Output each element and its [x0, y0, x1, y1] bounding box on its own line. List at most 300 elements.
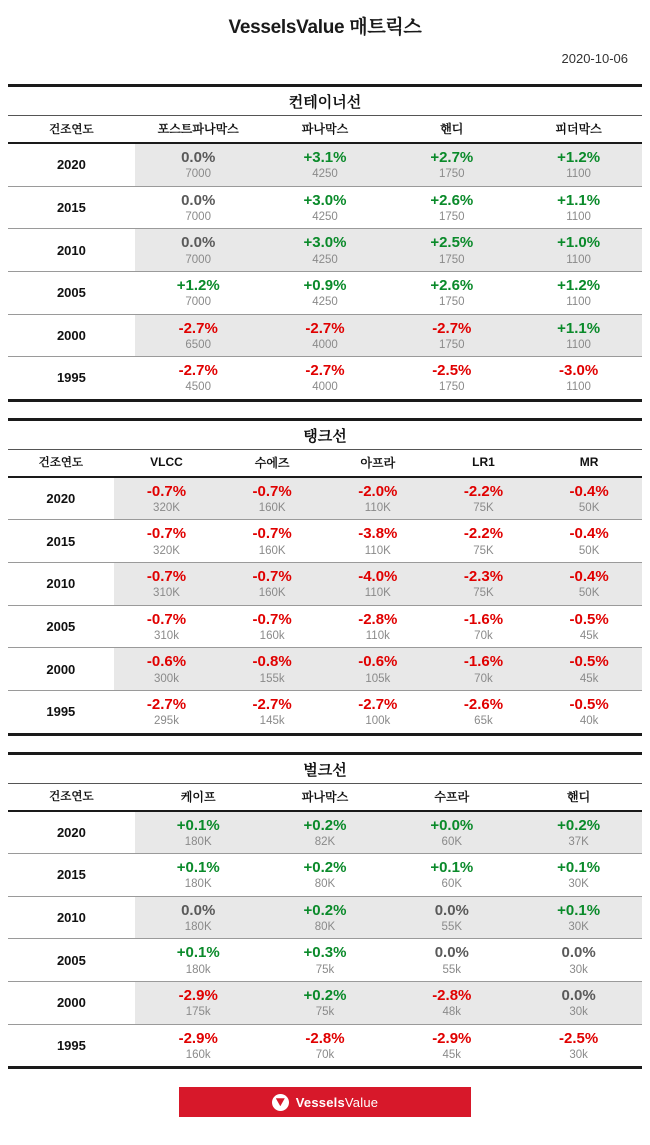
matrix-table [8, 421, 642, 733]
change-percent: +1.2% [176, 276, 220, 294]
column-header: MR [536, 449, 642, 477]
data-cell [325, 520, 431, 563]
change-percent: -0.7% [252, 568, 292, 585]
change-percent: +0.1% [176, 859, 220, 877]
logo-text-part1: Vessels [295, 1094, 345, 1110]
size-value: 320K [153, 502, 180, 514]
data-cell [135, 314, 262, 357]
size-value: 30k [569, 1048, 588, 1061]
size-value: 1750 [438, 338, 465, 351]
data-cell [388, 314, 515, 357]
data-cell [114, 520, 220, 563]
change-percent: -2.3% [463, 568, 504, 585]
size-value: 295k [154, 715, 179, 728]
change-percent: -0.7% [146, 482, 187, 500]
size-value: 75K [473, 544, 494, 557]
change-percent: -1.6% [463, 653, 504, 671]
change-percent: +1.1% [557, 319, 601, 337]
change-percent: +0.2% [303, 859, 347, 877]
data-cell [515, 811, 642, 854]
change-percent: -0.6% [146, 653, 187, 671]
data-cell [431, 648, 537, 691]
table-row [8, 357, 642, 399]
data-cell [135, 143, 262, 186]
data-cell [219, 648, 325, 691]
size-value: 7000 [185, 210, 211, 223]
data-cell [325, 690, 431, 732]
column-header: LR1 [431, 449, 537, 477]
size-value: 1100 [566, 338, 591, 351]
column-header: 핸디 [515, 783, 642, 811]
column-header: 포스트파나막스 [135, 116, 262, 144]
size-value: 1750 [438, 296, 465, 309]
data-cell [515, 854, 642, 897]
size-value: 55K [441, 921, 463, 933]
change-percent: +0.9% [303, 276, 347, 294]
data-cell [219, 563, 325, 606]
change-percent: 0.0% [181, 149, 216, 166]
row-year: 2010 [8, 229, 135, 272]
data-cell [388, 186, 515, 229]
table-row [8, 271, 642, 314]
size-value: 160K [258, 544, 286, 557]
row-year: 2010 [8, 563, 114, 606]
change-percent: -2.6% [463, 695, 504, 713]
change-percent: +0.1% [176, 816, 220, 834]
size-value: 1750 [438, 210, 465, 223]
data-cell [515, 357, 642, 399]
data-cell [135, 229, 262, 272]
change-percent: -2.8% [432, 987, 472, 1004]
change-percent: +1.2% [557, 276, 601, 294]
change-percent: -2.9% [178, 1029, 218, 1047]
data-cell [262, 811, 389, 854]
change-percent: +0.2% [303, 816, 347, 834]
size-value: 110K [364, 587, 391, 600]
row-year: 2020 [8, 811, 135, 854]
change-percent: -0.7% [146, 568, 187, 585]
table-row [8, 605, 642, 648]
change-percent: -2.7% [178, 362, 218, 380]
size-value: 310K [153, 587, 180, 600]
change-percent: -2.0% [358, 482, 398, 500]
data-cell [388, 143, 515, 186]
data-cell [114, 477, 220, 520]
size-value: 4250 [312, 210, 338, 223]
size-value: 4000 [312, 338, 338, 351]
change-percent: +1.2% [557, 149, 601, 166]
data-cell [135, 982, 262, 1025]
section-title: 벌크선 [8, 755, 642, 784]
logo-text-part2: Value [344, 1094, 379, 1110]
change-percent: -0.7% [252, 610, 292, 628]
column-header: 케이프 [135, 783, 262, 811]
change-percent: -0.7% [252, 482, 292, 500]
size-value: 80K [314, 878, 336, 891]
size-value: 105k [365, 672, 391, 685]
column-header-year: 건조연도 [8, 449, 114, 477]
size-value: 1750 [438, 381, 465, 394]
change-percent: 0.0% [181, 901, 216, 919]
data-cell [536, 690, 642, 732]
size-value: 50K [578, 544, 600, 557]
change-percent: +0.2% [303, 901, 347, 919]
size-value: 160K [258, 587, 286, 600]
data-cell [536, 605, 642, 648]
size-value: 180K [184, 921, 212, 933]
size-value: 160k [259, 629, 285, 642]
size-value: 180k [185, 963, 211, 976]
change-percent: -2.2% [463, 482, 504, 500]
data-cell [262, 1024, 389, 1066]
data-cell [114, 605, 220, 648]
size-value: 65k [474, 715, 493, 728]
column-header: 파나막스 [262, 783, 389, 811]
data-cell [135, 939, 262, 982]
data-cell [515, 314, 642, 357]
change-percent: -2.5% [559, 1029, 599, 1047]
size-value: 110K [364, 502, 391, 514]
data-cell [388, 229, 515, 272]
size-value: 48k [442, 1006, 462, 1019]
size-value: 110k [365, 629, 390, 642]
footer [0, 1087, 650, 1117]
data-cell [135, 1024, 262, 1066]
size-value: 75k [315, 963, 335, 976]
data-cell [262, 314, 389, 357]
size-value: 50K [578, 502, 600, 514]
size-value: 4250 [312, 296, 338, 309]
size-value: 6500 [185, 338, 211, 351]
data-cell [262, 271, 389, 314]
row-year: 2000 [8, 314, 135, 357]
size-value: 45k [442, 1048, 462, 1061]
size-value: 70k [474, 629, 493, 642]
size-value: 100k [365, 715, 391, 728]
size-value: 55k [442, 963, 462, 976]
data-cell [325, 563, 431, 606]
size-value: 1750 [438, 253, 465, 266]
size-value: 300k [154, 672, 179, 685]
change-percent: -0.4% [569, 525, 609, 543]
data-cell [515, 939, 642, 982]
data-cell [515, 896, 642, 939]
vesselsvalue-mark-icon [272, 1094, 289, 1111]
row-year: 1995 [8, 357, 135, 399]
change-percent: +0.2% [557, 816, 601, 834]
logo-text [296, 1095, 378, 1110]
data-cell [219, 690, 325, 732]
change-percent: -0.6% [358, 653, 398, 671]
size-value: 1100 [566, 381, 591, 394]
change-percent: +3.0% [303, 234, 347, 252]
table-row [8, 648, 642, 691]
change-percent: +0.1% [430, 859, 474, 877]
data-cell [388, 1024, 515, 1066]
change-percent: 0.0% [561, 987, 596, 1004]
vesselsvalue-logo [179, 1087, 471, 1117]
data-cell [325, 648, 431, 691]
column-header: VLCC [114, 449, 220, 477]
data-cell [219, 520, 325, 563]
table-row [8, 563, 642, 606]
row-year: 2005 [8, 939, 135, 982]
table-row [8, 896, 642, 939]
data-cell [388, 854, 515, 897]
table-row [8, 982, 642, 1025]
size-value: 180K [184, 878, 212, 891]
data-cell [515, 1024, 642, 1066]
size-value: 4000 [312, 381, 338, 394]
change-percent: -2.7% [305, 319, 345, 337]
change-percent: +1.0% [557, 234, 601, 252]
size-value: 60K [441, 835, 463, 848]
size-value: 320K [153, 544, 180, 557]
row-year: 2015 [8, 854, 135, 897]
size-value: 155k [259, 672, 285, 685]
data-cell [325, 477, 431, 520]
data-cell [388, 982, 515, 1025]
data-cell [515, 982, 642, 1025]
size-value: 60K [441, 878, 463, 891]
change-percent: 0.0% [181, 191, 216, 209]
size-value: 70k [474, 672, 493, 685]
change-percent: -2.2% [463, 525, 504, 543]
column-header: 수프라 [388, 783, 515, 811]
data-cell [262, 143, 389, 186]
size-value: 70k [315, 1048, 335, 1061]
data-cell [135, 271, 262, 314]
size-value: 4250 [312, 253, 338, 266]
data-cell [515, 229, 642, 272]
size-value: 145k [259, 715, 285, 728]
data-cell [114, 690, 220, 732]
size-value: 50K [578, 587, 600, 600]
size-value: 7000 [185, 296, 211, 309]
data-cell [262, 939, 389, 982]
data-cell [431, 563, 537, 606]
row-year: 2020 [8, 477, 114, 520]
size-value: 30k [569, 1006, 588, 1019]
size-value: 82K [314, 835, 336, 848]
size-value: 7000 [185, 253, 211, 266]
data-cell [262, 186, 389, 229]
data-cell [536, 563, 642, 606]
data-cell [114, 563, 220, 606]
change-percent: 0.0% [434, 944, 469, 962]
change-percent: -3.0% [559, 362, 599, 380]
table-row [8, 477, 642, 520]
data-cell [431, 605, 537, 648]
row-year: 2000 [8, 982, 135, 1025]
data-cell [262, 357, 389, 399]
size-value: 75k [315, 1006, 335, 1019]
data-cell [515, 186, 642, 229]
table-row [8, 520, 642, 563]
change-percent: -0.4% [569, 568, 609, 585]
size-value: 45k [579, 629, 599, 642]
data-cell [135, 811, 262, 854]
change-percent: +0.1% [557, 859, 601, 877]
data-cell [114, 648, 220, 691]
change-percent: -2.8% [358, 610, 398, 628]
column-header-year: 건조연도 [8, 783, 135, 811]
size-value: 1750 [438, 168, 465, 181]
row-year: 2015 [8, 520, 114, 563]
data-cell [515, 271, 642, 314]
matrix-table [8, 755, 642, 1067]
size-value: 4250 [312, 168, 338, 181]
size-value: 1100 [566, 210, 591, 223]
data-cell [536, 648, 642, 691]
size-value: 37K [568, 835, 589, 848]
size-value: 160K [258, 502, 286, 514]
row-year: 2015 [8, 186, 135, 229]
data-cell [388, 811, 515, 854]
change-percent: +0.1% [557, 901, 601, 919]
change-percent: -2.7% [252, 695, 292, 713]
data-cell [536, 477, 642, 520]
data-cell [262, 896, 389, 939]
column-header-year: 건조연도 [8, 116, 135, 144]
change-percent: -0.5% [569, 653, 609, 671]
sections-container [0, 84, 650, 1069]
change-percent: -2.7% [305, 362, 345, 380]
data-cell [135, 896, 262, 939]
change-percent: 0.0% [434, 901, 469, 919]
row-year: 1995 [8, 690, 114, 732]
change-percent: -0.8% [252, 653, 292, 671]
data-cell [262, 229, 389, 272]
column-header: 핸디 [388, 116, 515, 144]
data-cell [262, 982, 389, 1025]
size-value: 310k [154, 629, 179, 642]
data-cell [515, 143, 642, 186]
size-value: 30K [568, 921, 589, 933]
section-title: 컨테이너선 [8, 87, 642, 116]
row-year: 1995 [8, 1024, 135, 1066]
change-percent: 0.0% [561, 944, 596, 962]
table-row [8, 229, 642, 272]
change-percent: +0.0% [430, 816, 474, 834]
change-percent: +3.1% [303, 149, 347, 166]
data-cell [219, 477, 325, 520]
size-value: 4500 [185, 381, 211, 394]
change-percent: +1.1% [557, 191, 601, 209]
table-row [8, 939, 642, 982]
data-cell [388, 357, 515, 399]
size-value: 1100 [566, 168, 591, 181]
report-date: 2020-10-06 [561, 51, 628, 66]
change-percent: -2.8% [305, 1029, 345, 1047]
change-percent: -1.6% [463, 610, 504, 628]
data-cell [388, 939, 515, 982]
size-value: 160k [185, 1048, 211, 1061]
data-cell [325, 605, 431, 648]
table-row [8, 811, 642, 854]
data-cell [431, 477, 537, 520]
size-value: 30K [568, 878, 589, 891]
section-2 [8, 418, 642, 736]
change-percent: -2.9% [178, 987, 218, 1004]
change-percent: -3.8% [358, 525, 398, 543]
column-header: 피더막스 [515, 116, 642, 144]
change-percent: -0.7% [146, 525, 187, 543]
change-percent: -2.5% [432, 362, 472, 380]
change-percent: -0.5% [569, 610, 609, 628]
column-header: 아프라 [325, 449, 431, 477]
table-row [8, 690, 642, 732]
change-percent: -2.7% [178, 319, 218, 337]
change-percent: +0.1% [176, 944, 220, 962]
size-value: 1100 [566, 253, 591, 266]
change-percent: -2.7% [358, 695, 398, 713]
data-cell [431, 690, 537, 732]
change-percent: +0.3% [303, 944, 347, 962]
section-1 [8, 84, 642, 402]
size-value: 75K [473, 502, 494, 514]
change-percent: +2.7% [430, 149, 474, 166]
change-percent: +2.6% [430, 191, 474, 209]
table-row [8, 314, 642, 357]
change-percent: +0.2% [303, 987, 347, 1004]
change-percent: -0.5% [569, 695, 609, 713]
data-cell [219, 605, 325, 648]
data-cell [135, 854, 262, 897]
row-year: 2000 [8, 648, 114, 691]
row-year: 2005 [8, 271, 135, 314]
change-percent: -0.7% [252, 525, 292, 543]
change-percent: +3.0% [303, 191, 347, 209]
row-year: 2005 [8, 605, 114, 648]
data-cell [262, 854, 389, 897]
change-percent: -0.7% [146, 610, 187, 628]
table-row [8, 854, 642, 897]
size-value: 80K [314, 921, 336, 933]
size-value: 7000 [185, 168, 211, 181]
change-percent: +2.5% [430, 234, 474, 252]
size-value: 40k [579, 715, 599, 728]
table-row [8, 186, 642, 229]
change-percent: -0.4% [569, 482, 609, 500]
change-percent: +2.6% [430, 276, 474, 294]
size-value: 175k [185, 1006, 211, 1019]
section-3 [8, 752, 642, 1070]
data-cell [536, 520, 642, 563]
size-value: 180K [184, 835, 212, 848]
size-value: 1100 [566, 296, 591, 309]
size-value: 110K [364, 544, 391, 557]
size-value: 45k [579, 672, 599, 685]
column-header: 파나막스 [262, 116, 389, 144]
change-percent: 0.0% [181, 234, 216, 252]
data-cell [431, 520, 537, 563]
data-cell [388, 896, 515, 939]
size-value: 30k [569, 963, 588, 976]
table-row [8, 1024, 642, 1066]
matrix-table [8, 87, 642, 399]
change-percent: -2.7% [432, 319, 472, 337]
data-cell [388, 271, 515, 314]
data-cell [135, 186, 262, 229]
size-value: 75K [473, 587, 494, 600]
change-percent: -2.9% [432, 1029, 472, 1047]
row-year: 2010 [8, 896, 135, 939]
change-percent: -4.0% [358, 568, 398, 585]
data-cell [135, 357, 262, 399]
column-header: 수에즈 [219, 449, 325, 477]
section-title: 탱크선 [8, 421, 642, 450]
